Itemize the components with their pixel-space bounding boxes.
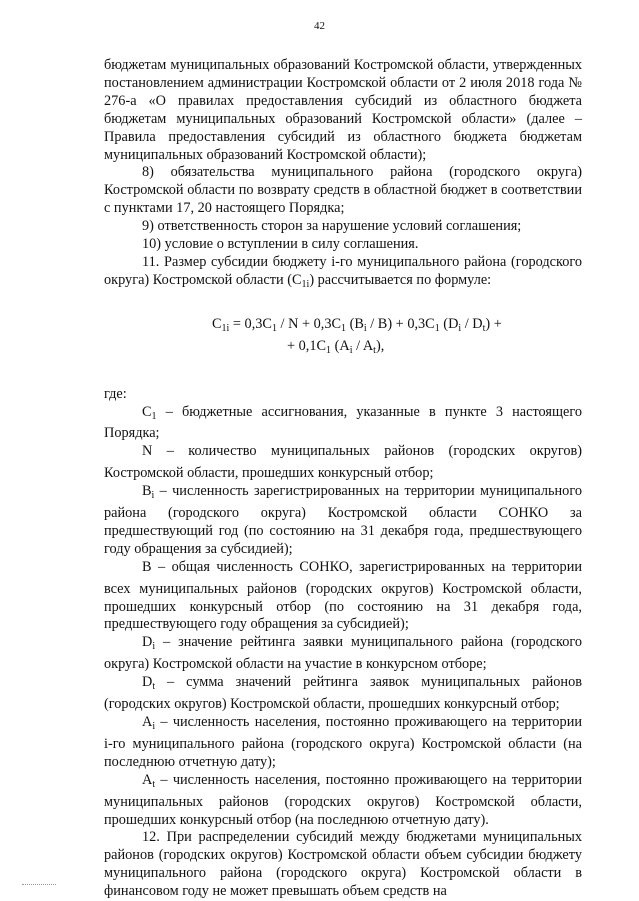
formula-token: ) +	[485, 315, 502, 332]
where-label: где:	[104, 385, 127, 402]
definition-subscript: t	[152, 681, 156, 693]
definition-symbol: D	[142, 674, 153, 691]
formula-subscript: t	[373, 344, 376, 356]
definition-symbol: B	[142, 483, 152, 500]
paragraph-item-11	[104, 254, 582, 294]
definition-symbol: B	[142, 558, 152, 575]
definition-subscript: i	[152, 641, 156, 653]
formula-subscript: i	[458, 322, 462, 334]
formula-token: (D	[439, 315, 459, 332]
definition-dt	[104, 674, 582, 714]
definition-text: – численность населения, постоянно проживающего на территории муниципальных районов (городских округов) Костромской области, прошедших конкурсный отбор (на последнюю отчетную дату).	[104, 771, 582, 828]
definition-symbol: N	[142, 443, 153, 460]
formula-subscript: t	[482, 322, 486, 334]
formula-token: C	[212, 315, 222, 332]
definition-subscript: 1	[151, 410, 157, 422]
formula-subscript: i	[349, 344, 353, 356]
definition-text: – общая численность СОНКО, зарегистрированных на территории всех муниципальных районов (городских округов) Костромской области, прошедших конкурсный отбор (по состоянию на 31 декабря года, предшествующего году обращения за субсидией);	[104, 558, 582, 633]
definition-text: – численность зарегистрированных на территории муниципального района (городского округа) Костромской области СОНКО за предшествующий год (по состоянию на 31 декабря года, предшествующего году обращения за субсидией);	[104, 483, 582, 557]
formula-subscript: 1i	[221, 322, 230, 334]
formula-subscript: 1	[326, 344, 332, 356]
definition-symbol: C	[142, 403, 152, 420]
definition-subscript: t	[152, 778, 156, 790]
footer-divider	[22, 884, 56, 885]
definition-b	[104, 559, 582, 635]
definition-ai	[104, 714, 582, 772]
paragraph-item-10: 10) условие о вступлении в силу соглашения.	[142, 236, 419, 253]
formula-token: (A	[331, 337, 350, 354]
definition-n	[104, 443, 582, 483]
formula-token: / B) + 0,3C	[366, 315, 435, 332]
definition-symbol: A	[142, 714, 153, 730]
paragraph-item-11-tail: ) рассчитывается по формуле:	[309, 271, 492, 288]
formula-subscript: i	[363, 322, 367, 334]
formula-subscript: 1	[341, 322, 347, 334]
formula-token: / N + 0,3C	[276, 315, 342, 332]
paragraph-item-8: 8) обязательства муниципального района (городского округа) Костромской области по возврату средств в областной бюджет в соответствии с пунктами 17, 20 настоящего Порядка;	[104, 164, 582, 217]
formula-line-1	[104, 316, 582, 338]
definition-di	[104, 634, 582, 674]
definition-c1	[104, 404, 582, 444]
paragraph-item-9: 9) ответственность сторон за нарушение условий соглашения;	[142, 218, 522, 235]
definition-bi	[104, 483, 582, 559]
formula-token: = 0,3C	[229, 315, 272, 332]
paragraph-rules-reference: бюджетам муниципальных образований Костромской области, утвержденных постановлением администрации Костромской области от 2 июля 2018 года № 276-а «О правилах предоставления субсидий из областного бюджета бюджетам муниципальных образований Костромской области» (далее – Правила предоставления субсидий из областного бюджета бюджетам муниципальных образований Костромской области);	[104, 57, 582, 163]
definition-subscript: i	[151, 490, 155, 502]
formula-line-2	[104, 338, 582, 360]
definition-text: – сумма значений рейтинга заявок муниципальных районов (городских округов) Костромской области, прошедших конкурсный отбор;	[104, 674, 582, 713]
formula-token: (B	[346, 315, 364, 332]
formula-token: / A	[352, 337, 374, 354]
subsidy-formula	[104, 316, 582, 360]
formula-token: ),	[375, 337, 385, 354]
definition-text: – бюджетные ассигнования, указанные в пункте 3 настоящего Порядка;	[104, 403, 582, 442]
formula-subscript: 1	[271, 322, 277, 334]
definition-text: – значение рейтинга заявки муниципального района (городского округа) Костромской области на участие в конкурсном отборе;	[104, 634, 582, 673]
definition-symbol: A	[142, 771, 153, 788]
paragraph-item-12: 12. При распределении субсидий между бюджетами муниципальных районов (городских округов) Костромской области объем субсидии бюджету муниципального района (городского округа) Костромской области в финансовом году не может превышать объем средств на	[104, 829, 582, 900]
formula-subscript: 1	[434, 322, 440, 334]
definition-at	[104, 772, 582, 830]
formula-token: / D	[461, 315, 483, 332]
definition-text: – численность населения, постоянно проживающего на территории i-го муниципального района (городского округа) Костромской области (на последнюю отчетную дату);	[104, 714, 582, 770]
subsidy-subscript: 1i	[301, 278, 310, 290]
formula-token: + 0,1C	[287, 337, 327, 354]
paragraph-item-11-text: 11. Размер субсидии бюджету i-го муниципального района (городского округа) Костромской области (C	[104, 253, 582, 288]
definition-subscript: i	[152, 721, 156, 732]
document-body	[104, 57, 582, 901]
definition-symbol: D	[142, 634, 153, 651]
definition-text: – количество муниципальных районов (городских округов) Костромской области, прошедших конкурсный отбор;	[104, 443, 582, 482]
page-number: 42	[314, 20, 325, 32]
